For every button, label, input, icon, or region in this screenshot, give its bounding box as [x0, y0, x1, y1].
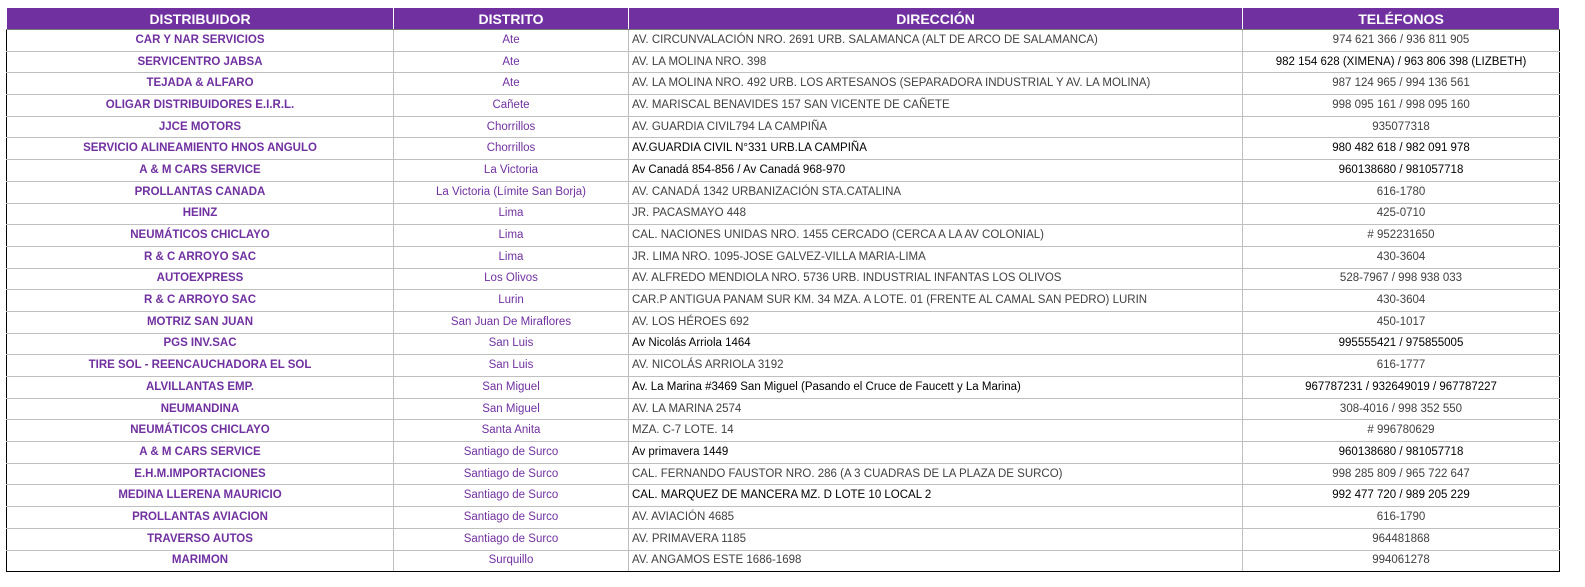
- cell-distribuidor: OLIGAR DISTRIBUIDORES E.I.R.L.: [7, 95, 394, 117]
- table-row: [7, 73, 1560, 95]
- table-row: [7, 138, 1560, 160]
- cell-telefonos: 308-4016 / 998 352 550: [1243, 398, 1560, 420]
- cell-telefonos: 960138680 / 981057718: [1243, 160, 1560, 182]
- table-row: [7, 181, 1560, 203]
- cell-distrito: San Juan De Miraflores: [394, 311, 629, 333]
- cell-telefonos: # 996780629: [1243, 420, 1560, 442]
- cell-direccion: AV. ALFREDO MENDIOLA NRO. 5736 URB. INDUSTRIAL INFANTAS LOS OLIVOS: [629, 268, 1243, 290]
- cell-distribuidor: PGS INV.SAC: [7, 333, 394, 355]
- header-distrito: DISTRITO: [394, 8, 629, 30]
- cell-distribuidor: SERVICIO ALINEAMIENTO HNOS ANGULO: [7, 138, 394, 160]
- cell-direccion: Av Canadá 854-856 / Av Canadá 968-970: [629, 160, 1243, 182]
- cell-distrito: Lima: [394, 225, 629, 247]
- cell-telefonos: 992 477 720 / 989 205 229: [1243, 485, 1560, 507]
- cell-distribuidor: MOTRIZ SAN JUAN: [7, 311, 394, 333]
- table-row: [7, 268, 1560, 290]
- cell-distrito: Los Olivos: [394, 268, 629, 290]
- cell-distribuidor: MEDINA LLERENA MAURICIO: [7, 485, 394, 507]
- cell-distribuidor: R & C ARROYO SAC: [7, 246, 394, 268]
- cell-distrito: Cañete: [394, 95, 629, 117]
- cell-distrito: San Luis: [394, 333, 629, 355]
- cell-direccion: AV. NICOLÁS ARRIOLA 3192: [629, 355, 1243, 377]
- cell-distrito: Santiago de Surco: [394, 442, 629, 464]
- cell-distribuidor: NEUMÁTICOS CHICLAYO: [7, 225, 394, 247]
- table-row: [7, 311, 1560, 333]
- cell-direccion: AV. LA MARINA 2574: [629, 398, 1243, 420]
- cell-distribuidor: A & M CARS SERVICE: [7, 442, 394, 464]
- table-row: [7, 528, 1560, 550]
- cell-telefonos: 616-1777: [1243, 355, 1560, 377]
- table-row: [7, 463, 1560, 485]
- cell-telefonos: 994061278: [1243, 550, 1560, 572]
- cell-direccion: Av primavera 1449: [629, 442, 1243, 464]
- cell-distrito: Ate: [394, 51, 629, 73]
- cell-distrito: San Miguel: [394, 398, 629, 420]
- cell-distribuidor: MARIMON: [7, 550, 394, 572]
- table-row: [7, 485, 1560, 507]
- cell-distrito: Lima: [394, 203, 629, 225]
- cell-direccion: AV. LA MOLINA NRO. 492 URB. LOS ARTESANOS (SEPARADORA INDUSTRIAL Y AV. LA MOLINA): [629, 73, 1243, 95]
- cell-direccion: Av Nicolás Arriola 1464: [629, 333, 1243, 355]
- cell-distrito: San Luis: [394, 355, 629, 377]
- cell-direccion: JR. LIMA NRO. 1095-JOSE GALVEZ-VILLA MARIA-LIMA: [629, 246, 1243, 268]
- cell-distrito: La Victoria (Límite San Borja): [394, 181, 629, 203]
- cell-telefonos: 998 095 161 / 998 095 160: [1243, 95, 1560, 117]
- cell-telefonos: 987 124 965 / 994 136 561: [1243, 73, 1560, 95]
- cell-distribuidor: NEUMANDINA: [7, 398, 394, 420]
- table-row: [7, 442, 1560, 464]
- cell-distrito: Santa Anita: [394, 420, 629, 442]
- cell-distribuidor: R & C ARROYO SAC: [7, 290, 394, 312]
- cell-distribuidor: A & M CARS SERVICE: [7, 160, 394, 182]
- cell-distribuidor: HEINZ: [7, 203, 394, 225]
- table-row: [7, 203, 1560, 225]
- cell-distribuidor: SERVICENTRO JABSA: [7, 51, 394, 73]
- cell-distrito: Surquillo: [394, 550, 629, 572]
- cell-distrito: La Victoria: [394, 160, 629, 182]
- table-row: [7, 333, 1560, 355]
- cell-telefonos: 430-3604: [1243, 246, 1560, 268]
- cell-telefonos: # 952231650: [1243, 225, 1560, 247]
- cell-telefonos: 998 285 809 / 965 722 647: [1243, 463, 1560, 485]
- cell-distrito: Lurin: [394, 290, 629, 312]
- distributor-table: [6, 7, 1560, 572]
- cell-direccion: AV. AVIACIÓN 4685: [629, 507, 1243, 529]
- cell-telefonos: 982 154 628 (XIMENA) / 963 806 398 (LIZBETH): [1243, 51, 1560, 73]
- cell-direccion: AV.GUARDIA CIVIL N°331 URB.LA CAMPIÑA: [629, 138, 1243, 160]
- cell-direccion: AV. PRIMAVERA 1185: [629, 528, 1243, 550]
- cell-telefonos: 960138680 / 981057718: [1243, 442, 1560, 464]
- table-row: [7, 290, 1560, 312]
- cell-telefonos: 616-1790: [1243, 507, 1560, 529]
- table-row: [7, 95, 1560, 117]
- header-direccion: DIRECCIÓN: [629, 8, 1243, 30]
- cell-telefonos: 425-0710: [1243, 203, 1560, 225]
- cell-distrito: Santiago de Surco: [394, 485, 629, 507]
- cell-direccion: AV. LOS HÉROES 692: [629, 311, 1243, 333]
- cell-distribuidor: TRAVERSO AUTOS: [7, 528, 394, 550]
- cell-telefonos: 980 482 618 / 982 091 978: [1243, 138, 1560, 160]
- cell-telefonos: 995555421 / 975855005: [1243, 333, 1560, 355]
- table-row: [7, 30, 1560, 52]
- cell-distrito: Santiago de Surco: [394, 507, 629, 529]
- header-distribuidor: DISTRIBUIDOR: [7, 8, 394, 30]
- table-row: [7, 160, 1560, 182]
- cell-telefonos: 430-3604: [1243, 290, 1560, 312]
- cell-telefonos: 528-7967 / 998 938 033: [1243, 268, 1560, 290]
- cell-distribuidor: TIRE SOL - REENCAUCHADORA EL SOL: [7, 355, 394, 377]
- cell-distrito: Chorrillos: [394, 116, 629, 138]
- cell-direccion: JR. PACASMAYO 448: [629, 203, 1243, 225]
- cell-telefonos: 967787231 / 932649019 / 967787227: [1243, 377, 1560, 399]
- table-row: [7, 398, 1560, 420]
- table-row: [7, 550, 1560, 572]
- table-row: [7, 507, 1560, 529]
- cell-direccion: CAL. NACIONES UNIDAS NRO. 1455 CERCADO (CERCA A LA AV COLONIAL): [629, 225, 1243, 247]
- cell-direccion: Av. La Marina #3469 San Miguel (Pasando el Cruce de Faucett y La Marina): [629, 377, 1243, 399]
- cell-telefonos: 974 621 366 / 936 811 905: [1243, 30, 1560, 52]
- cell-distrito: Ate: [394, 30, 629, 52]
- cell-direccion: AV. CIRCUNVALACIÓN NRO. 2691 URB. SALAMANCA (ALT DE ARCO DE SALAMANCA): [629, 30, 1243, 52]
- cell-distribuidor: JJCE MOTORS: [7, 116, 394, 138]
- cell-telefonos: 616-1780: [1243, 181, 1560, 203]
- cell-distribuidor: E.H.M.IMPORTACIONES: [7, 463, 394, 485]
- cell-direccion: AV. MARISCAL BENAVIDES 157 SAN VICENTE DE CAÑETE: [629, 95, 1243, 117]
- cell-distrito: Ate: [394, 73, 629, 95]
- table-row: [7, 355, 1560, 377]
- table-row: [7, 116, 1560, 138]
- table-row: [7, 377, 1560, 399]
- cell-telefonos: 935077318: [1243, 116, 1560, 138]
- table-row: [7, 420, 1560, 442]
- cell-distribuidor: PROLLANTAS CANADA: [7, 181, 394, 203]
- cell-distrito: Lima: [394, 246, 629, 268]
- table-row: [7, 51, 1560, 73]
- cell-direccion: AV. GUARDIA CIVIL794 LA CAMPIÑA: [629, 116, 1243, 138]
- distributor-sheet: [6, 7, 1560, 572]
- cell-direccion: CAL. FERNANDO FAUSTOR NRO. 286 (A 3 CUADRAS DE LA PLAZA DE SURCO): [629, 463, 1243, 485]
- table-row: [7, 246, 1560, 268]
- cell-direccion: AV. LA MOLINA NRO. 398: [629, 51, 1243, 73]
- cell-direccion: MZA. C-7 LOTE. 14: [629, 420, 1243, 442]
- cell-distribuidor: AUTOEXPRESS: [7, 268, 394, 290]
- table-row: [7, 225, 1560, 247]
- cell-distribuidor: TEJADA & ALFARO: [7, 73, 394, 95]
- cell-direccion: CAL. MARQUEZ DE MANCERA MZ. D LOTE 10 LOCAL 2: [629, 485, 1243, 507]
- cell-distrito: Santiago de Surco: [394, 463, 629, 485]
- cell-telefonos: 964481868: [1243, 528, 1560, 550]
- cell-distribuidor: PROLLANTAS AVIACION: [7, 507, 394, 529]
- cell-telefonos: 450-1017: [1243, 311, 1560, 333]
- header-telefonos: TELÉFONOS: [1243, 8, 1560, 30]
- cell-distribuidor: NEUMÁTICOS CHICLAYO: [7, 420, 394, 442]
- cell-direccion: AV. ANGAMOS ESTE 1686-1698: [629, 550, 1243, 572]
- cell-distrito: Chorrillos: [394, 138, 629, 160]
- cell-distrito: San Miguel: [394, 377, 629, 399]
- cell-distribuidor: ALVILLANTAS EMP.: [7, 377, 394, 399]
- cell-distrito: Santiago de Surco: [394, 528, 629, 550]
- header-row: [7, 8, 1560, 30]
- cell-direccion: CAR.P ANTIGUA PANAM SUR KM. 34 MZA. A LOTE. 01 (FRENTE AL CAMAL SAN PEDRO) LURIN: [629, 290, 1243, 312]
- cell-distribuidor: CAR Y NAR SERVICIOS: [7, 30, 394, 52]
- cell-direccion: AV. CANADÁ 1342 URBANIZACIÓN STA.CATALINA: [629, 181, 1243, 203]
